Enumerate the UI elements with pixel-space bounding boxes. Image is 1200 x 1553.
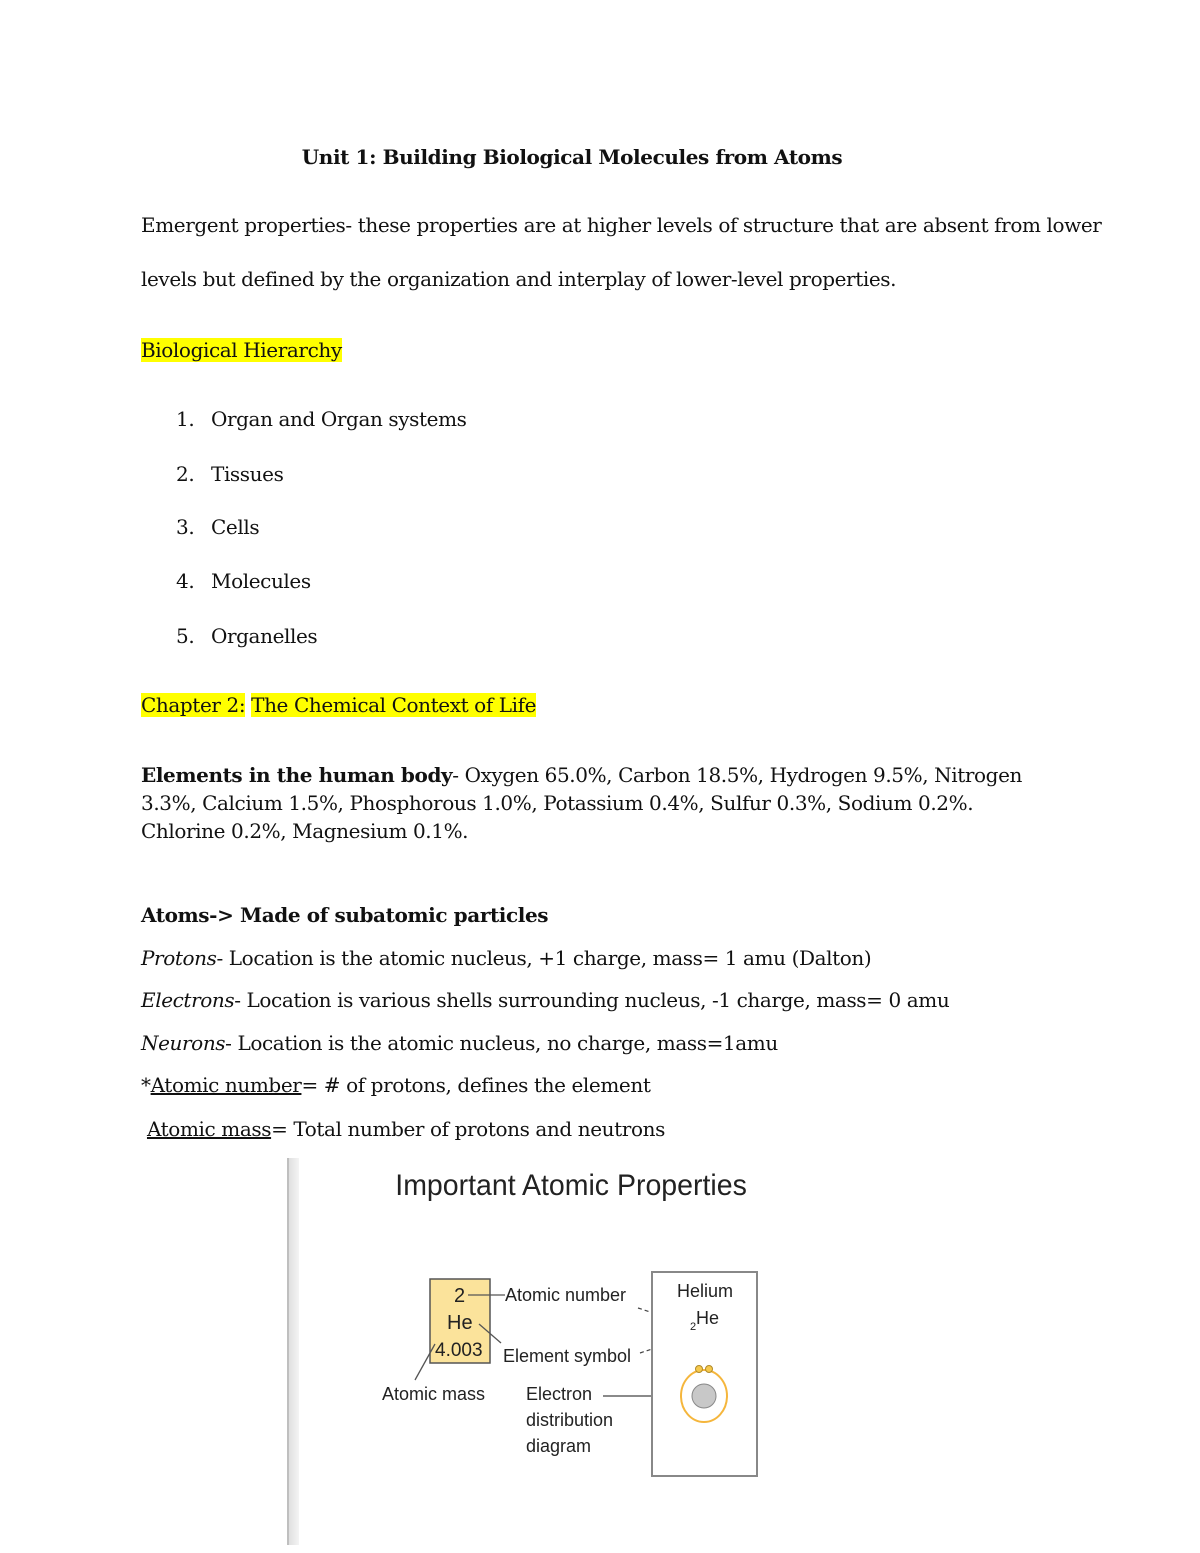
label-atomic-mass: Atomic mass (382, 1384, 486, 1404)
atoms-heading (141, 901, 548, 929)
list-text: Molecules (211, 569, 311, 593)
emergent-line-2: levels but defined by the organization and interplay of lower-level properties. (141, 267, 897, 291)
atomic-mass-line (141, 1115, 665, 1143)
list-item (176, 567, 311, 595)
label-electron-line3: diagram (526, 1436, 592, 1456)
nucleus (692, 1384, 716, 1408)
electron-dot (696, 1366, 703, 1373)
list-item (176, 622, 317, 650)
hierarchy-heading-text: Biological Hierarchy (141, 338, 342, 362)
protons-line (141, 944, 871, 972)
elements-paragraph (141, 761, 1061, 845)
electrons-text: - Location is various shells surrounding nucleus, -1 charge, mass= 0 amu (234, 988, 950, 1012)
neurons-label: Neurons (141, 1031, 226, 1055)
atomic-mass-label: Atomic mass (146, 1117, 272, 1141)
list-text: Cells (211, 515, 260, 539)
atomic-properties-diagram (287, 1158, 1200, 1553)
electrons-label: Electrons (141, 988, 235, 1012)
label-electron-line1: Electron (526, 1384, 593, 1404)
list-text: Organelles (211, 624, 318, 648)
tile-symbol: He (447, 1312, 473, 1334)
list-text: Tissues (211, 462, 284, 486)
chapter-heading (141, 691, 536, 719)
list-item (176, 513, 259, 541)
list-item (176, 405, 467, 433)
neurons-line (141, 1029, 778, 1057)
list-number: 2. (176, 462, 195, 486)
card-subscript: 2 (690, 1321, 697, 1333)
atomic-number-text: = # of protons, defines the element (301, 1073, 651, 1097)
atomic-properties-figure (287, 1158, 1200, 1553)
atoms-heading-text: Atoms-> Made of subatomic particles (141, 903, 549, 927)
chapter-label: Chapter 2: (141, 693, 246, 717)
label-element-symbol: Element symbol (503, 1346, 632, 1366)
electrons-line (141, 986, 949, 1014)
card-name: Helium (677, 1281, 734, 1301)
helium-card (652, 1272, 757, 1476)
tile-mass: 4.003 (435, 1340, 483, 1361)
list-number: 3. (176, 515, 195, 539)
elements-label: Elements in the human body (141, 763, 453, 787)
hierarchy-heading (141, 336, 342, 364)
list-number: 1. (176, 407, 195, 431)
protons-text: - Location is the atomic nucleus, +1 charge, mass= 1 amu (Dalton) (216, 946, 872, 970)
atomic-mass-text: = Total number of protons and neutrons (271, 1117, 665, 1141)
list-text: Organ and Organ systems (211, 407, 467, 431)
atomic-number-line (141, 1071, 651, 1099)
figure-title: Important Atomic Properties (395, 1169, 747, 1203)
elements-text: - Oxygen 65.0%, Carbon 18.5%, Hydrogen 9.5%, Nitrogen 3.3%, Calcium 1.5%, Phosphorous 1.0%, Potassium 0.4%, Sulfur 0.3%, Sodium 0.2%. Chlorine 0.2%, Magnesium 0.1%. (141, 763, 1023, 843)
neurons-text: - Location is the atomic nucleus, no charge, mass=1amu (225, 1031, 778, 1055)
list-item (176, 460, 283, 488)
page-title: Unit 1: Building Biological Molecules from Atoms (301, 145, 843, 169)
label-atomic-number: Atomic number (505, 1285, 627, 1305)
label-electron-line2: distribution (526, 1410, 614, 1430)
protons-label: Protons (141, 946, 217, 970)
emergent-line-1: Emergent properties- these properties are at higher levels of structure that are absent from lower (141, 213, 1102, 237)
atomic-number-prefix: * (141, 1073, 151, 1097)
electron-dot (706, 1366, 713, 1373)
chapter-title: The Chemical Context of Life (251, 693, 537, 717)
list-number: 4. (176, 569, 195, 593)
atomic-number-label: Atomic number (150, 1073, 302, 1097)
list-number: 5. (176, 624, 195, 648)
tile-number: 2 (454, 1285, 466, 1307)
card-symbol: He (696, 1308, 720, 1328)
